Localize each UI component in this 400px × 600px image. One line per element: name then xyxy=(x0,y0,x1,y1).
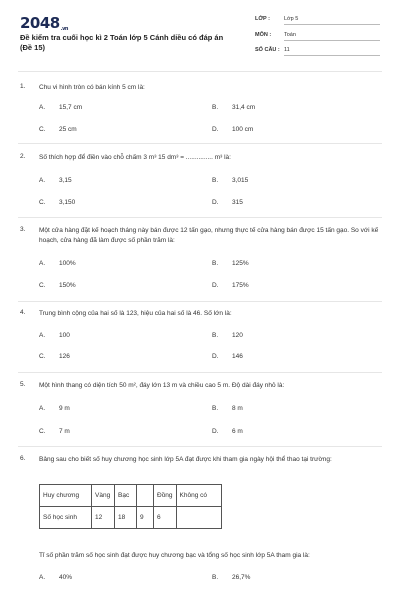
option-text: 125% xyxy=(232,260,249,267)
option-c[interactable] xyxy=(39,126,77,133)
logo-suffix: .vn xyxy=(60,26,68,32)
page-title: Đề kiểm tra cuối học kì 2 Toán lớp 5 Cánh diều có đáp án (Đề 15) xyxy=(20,33,224,52)
meta-count-value: 11 xyxy=(284,47,380,56)
option-text: 8 m xyxy=(232,405,243,412)
option-letter: C. xyxy=(39,199,46,206)
option-text: 7 m xyxy=(59,428,70,435)
meta-class-label: LỚP : xyxy=(255,16,270,22)
option-letter: C. xyxy=(39,282,46,289)
option-letter: A. xyxy=(39,177,46,184)
option-letter: A. xyxy=(39,104,46,111)
question-number: 5. xyxy=(20,381,26,388)
option-letter: A. xyxy=(39,405,46,412)
option-text: 6 m xyxy=(232,428,243,435)
table-row xyxy=(40,507,222,529)
option-text: 120 xyxy=(232,332,243,339)
option-d[interactable] xyxy=(212,199,243,206)
table-header-cell: Bạc xyxy=(115,485,137,507)
site-logo[interactable] xyxy=(20,14,68,32)
option-text: 126 xyxy=(59,353,70,360)
option-text: 3,015 xyxy=(232,177,249,184)
option-letter: C. xyxy=(39,353,46,360)
option-letter: C. xyxy=(39,126,46,133)
table-header-cell xyxy=(137,485,154,507)
option-text: 25 cm xyxy=(59,126,77,133)
meta-subject xyxy=(255,30,380,42)
option-letter: A. xyxy=(39,260,46,267)
table-header-cell: Huy chương xyxy=(40,485,92,507)
option-letter: C. xyxy=(39,428,46,435)
option-a[interactable] xyxy=(39,177,72,184)
option-text: 9 m xyxy=(59,405,70,412)
question-divider xyxy=(18,301,382,302)
option-letter: D. xyxy=(212,126,219,133)
option-text: 175% xyxy=(232,282,249,289)
option-text: 40% xyxy=(59,574,73,581)
option-text: 15,7 cm xyxy=(59,104,83,111)
option-b[interactable] xyxy=(212,405,243,412)
option-letter: D. xyxy=(212,428,219,435)
option-letter: D. xyxy=(212,199,219,206)
option-c[interactable] xyxy=(39,428,70,435)
option-a[interactable] xyxy=(39,332,70,339)
table-cell: 18 xyxy=(115,507,137,529)
question-divider xyxy=(18,143,382,144)
medal-table xyxy=(39,484,222,529)
option-letter: A. xyxy=(39,574,46,581)
table-cell: 6 xyxy=(154,507,177,529)
question-stem: Một cửa hàng đặt kế hoạch tháng này bán được 12 tấn gạo, nhưng thực tế cửa hàng bán được 15 tấn gạo. So với kế hoạch, cửa hàng đã làm được số phần trăm là: xyxy=(39,227,379,244)
option-a[interactable] xyxy=(39,574,72,581)
table-header-cell: Vàng xyxy=(92,485,115,507)
question-divider xyxy=(18,372,382,373)
question-number: 2. xyxy=(20,153,26,160)
option-text: 315 xyxy=(232,199,243,206)
option-a[interactable] xyxy=(39,405,70,412)
question-stem: Bảng sau cho biết số huy chương học sinh lớp 5A đạt được khi tham gia ngày hội thể thao tại trường: xyxy=(39,456,332,463)
option-b[interactable] xyxy=(212,104,255,111)
option-text: 100 cm xyxy=(232,126,254,133)
option-text: 3,15 xyxy=(59,177,72,184)
option-a[interactable] xyxy=(39,104,82,111)
option-c[interactable] xyxy=(39,282,76,289)
option-letter: D. xyxy=(212,353,219,360)
option-b[interactable] xyxy=(212,574,250,581)
meta-class-value: Lớp 5 xyxy=(284,16,380,25)
option-d[interactable] xyxy=(212,126,253,133)
header-divider xyxy=(18,71,382,72)
option-c[interactable] xyxy=(39,199,75,206)
option-text: 100 xyxy=(59,332,70,339)
option-text: 3,150 xyxy=(59,199,76,206)
table-header-cell: Không có xyxy=(176,485,221,507)
meta-count-label: SỐ CÂU : xyxy=(255,47,280,53)
question-divider xyxy=(18,446,382,447)
option-text: 26,7% xyxy=(232,574,251,581)
option-a[interactable] xyxy=(39,260,76,267)
table-cell: Số học sinh xyxy=(40,507,92,529)
table-cell: 12 xyxy=(92,507,115,529)
question-number: 3. xyxy=(20,226,26,233)
question-number: 6. xyxy=(20,455,26,462)
meta-subject-label: MÔN : xyxy=(255,32,272,38)
table-cell xyxy=(176,507,221,529)
question-number: 4. xyxy=(20,309,26,316)
option-letter: B. xyxy=(212,574,219,581)
question-stem: Chu vi hình tròn có bán kính 5 cm là: xyxy=(39,84,145,91)
option-text: 100% xyxy=(59,260,76,267)
question-number: 1. xyxy=(20,83,26,90)
option-d[interactable] xyxy=(212,428,243,435)
table-cell: 9 xyxy=(137,507,154,529)
table-header-cell: Đồng xyxy=(154,485,177,507)
meta-class xyxy=(255,14,380,26)
meta-count xyxy=(255,45,380,57)
meta-subject-value: Toán xyxy=(284,32,380,41)
question-divider xyxy=(18,217,382,218)
option-b[interactable] xyxy=(212,260,249,267)
question-stem: Trung bình cộng của hai số là 123, hiệu của hai số là 46. Số lớn là: xyxy=(39,310,232,317)
option-text: 146 xyxy=(232,353,243,360)
logo-text: 2048 xyxy=(20,14,60,32)
option-letter: B. xyxy=(212,405,219,412)
question-stem: Một hình thang có diện tích 50 m², đáy lớn 13 m và chiều cao 5 m. Độ dài đáy nhỏ là: xyxy=(39,382,285,389)
option-letter: B. xyxy=(212,177,219,184)
option-c[interactable] xyxy=(39,353,70,360)
option-letter: D. xyxy=(212,282,219,289)
option-text: 150% xyxy=(59,282,76,289)
option-text: 31,4 cm xyxy=(232,104,256,111)
option-d[interactable] xyxy=(212,353,243,360)
question-stem: Số thích hợp để điền vào chỗ chấm 3 m³ 15 dm³ = ............... m³ là: xyxy=(39,154,231,161)
option-d[interactable] xyxy=(212,282,249,289)
option-letter: B. xyxy=(212,260,219,267)
option-letter: B. xyxy=(212,332,219,339)
table-row xyxy=(40,485,222,507)
option-b[interactable] xyxy=(212,177,248,184)
option-b[interactable] xyxy=(212,332,243,339)
option-letter: A. xyxy=(39,332,46,339)
question-followup-text: Tỉ số phần trăm số học sinh đạt được huy chương bạc và tổng số học sinh lớp 5A tham gia là: xyxy=(39,552,310,559)
option-letter: B. xyxy=(212,104,219,111)
